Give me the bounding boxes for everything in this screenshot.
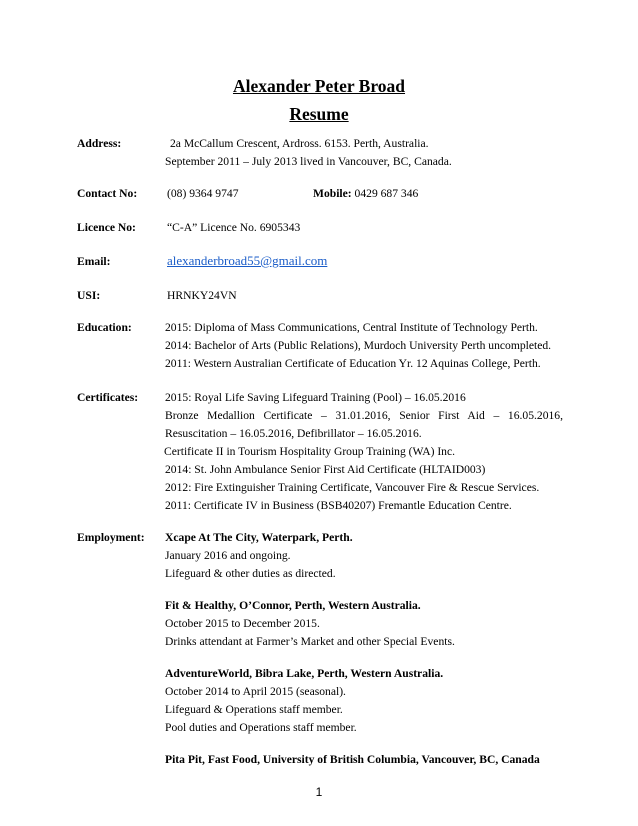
mobile-label: Mobile: [313,187,352,200]
email-label: Email: [77,255,111,268]
certificate-item: 2012: Fire Extinguisher Training Certificate, Vancouver Fire & Rescue Services. [165,481,540,494]
certificate-item: Certificate II in Tourism Hospitality Group Training (WA) Inc. [164,445,456,458]
address-line-2: September 2011 – July 2013 lived in Vancouver, BC, Canada. [165,155,452,168]
certificate-item: 2011: Certificate IV in Business (BSB40207) Fremantle Education Centre. [165,499,512,512]
education-item: 2011: Western Australian Certificate of Education Yr. 12 Aquinas College, Perth. [165,357,541,370]
licence-value: “C-A” Licence No. 6905343 [167,221,301,234]
education-label: Education: [77,321,132,334]
contact-label-text: Contact No: [77,187,138,200]
certificate-item: 2015: Royal Life Saving Lifeguard Training (Pool) – 16.05.2016 [165,391,466,404]
job-detail: October 2015 to December 2015. [165,617,320,630]
address-line-1: 2a McCallum Crescent, Ardross. 6153. Perth, Australia. [170,137,429,150]
usi-value: HRNKY24VN [167,289,237,302]
resume-name: Alexander Peter Broad [232,76,406,96]
contact-label [77,188,137,200]
certificate-item: Resuscitation – 16.05.2016, Defibrillator – 16.05.2016. [165,427,422,440]
education-item: 2015: Diploma of Mass Communications, Central Institute of Technology Perth. [165,321,538,334]
employer-name: Fit & Healthy, O’Connor, Perth, Western Australia. [165,599,421,612]
certificate-item: 2014: St. John Ambulance Senior First Aid Certificate (HLTAID003) [165,463,486,476]
job-detail: Pool duties and Operations staff member. [165,721,357,734]
employer-name: AdventureWorld, Bibra Lake, Perth, Western Australia. [165,667,444,680]
employer-name: Xcape At The City, Waterpark, Perth. [165,531,353,544]
contact-phone: (08) 9364 9747 [167,187,239,200]
employer-name: Pita Pit, Fast Food, University of British Columbia, Vancouver, BC, Canada [165,753,540,766]
employment-label: Employment: [77,531,145,544]
usi-label: USI: [77,289,101,302]
job-detail: January 2016 and ongoing. [165,549,291,562]
job-detail: Drinks attendant at Farmer’s Market and other Special Events. [165,635,455,648]
job-detail: Lifeguard & Operations staff member. [165,703,343,716]
mobile-value: 0429 687 346 [354,187,419,200]
page-number: 1 [315,785,323,799]
address-label: Address: [77,137,122,150]
certificate-item: Bronze Medallion Certificate – 31.01.2016, Senior First Aid – 16.05.2016, [165,409,563,422]
resume-subtitle: Resume [289,104,349,124]
email-link[interactable]: alexanderbroad55@gmail.com [167,253,328,268]
education-item: 2014: Bachelor of Arts (Public Relations), Murdoch University Perth uncompleted. [165,339,552,352]
job-detail: October 2014 to April 2015 (seasonal). [165,685,346,698]
mobile-field [313,188,418,200]
job-detail: Lifeguard & other duties as directed. [165,567,336,580]
certificates-label: Certificates: [77,391,139,404]
licence-label: Licence No: [77,221,136,234]
